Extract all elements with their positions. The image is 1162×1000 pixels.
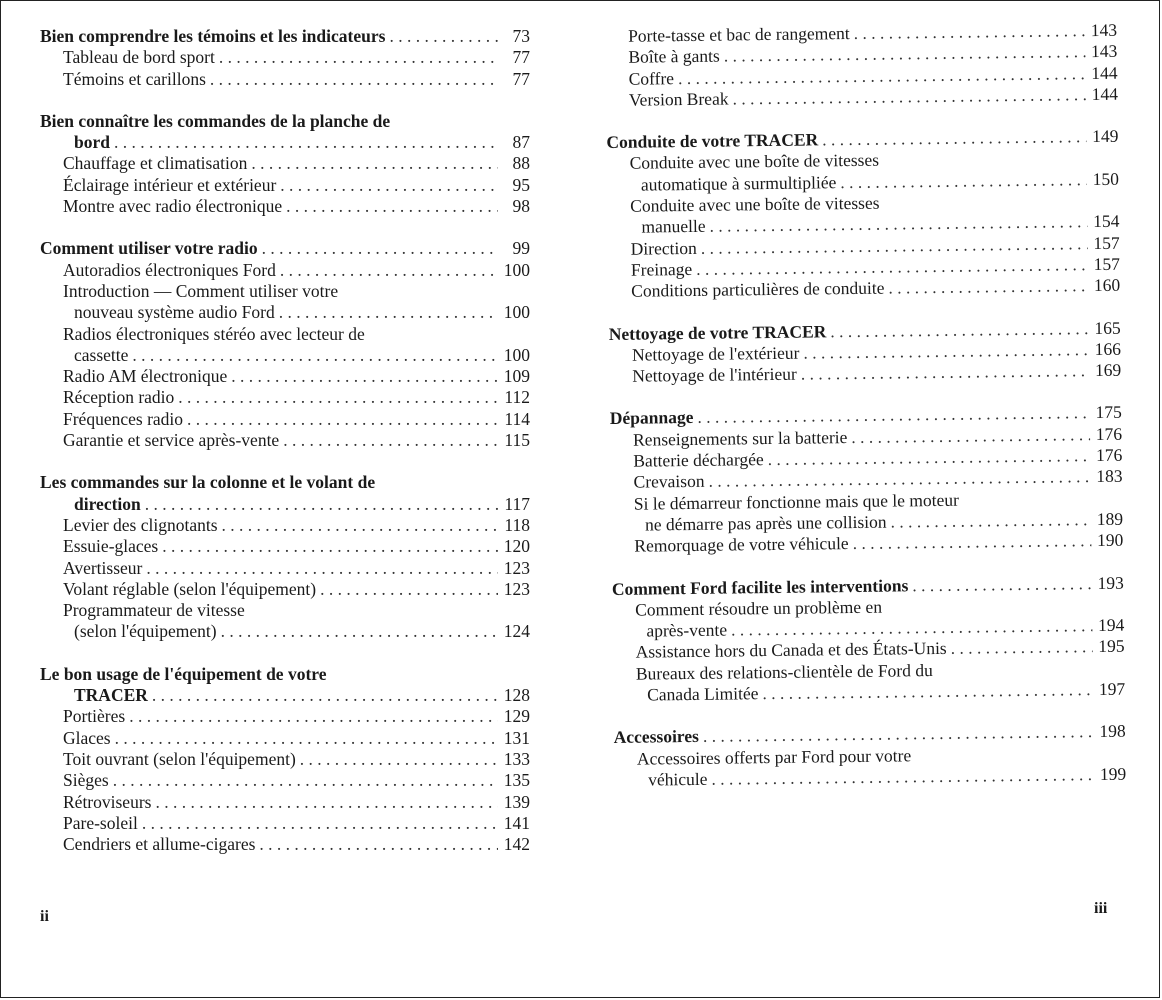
- leader-dots: [711, 764, 1094, 790]
- toc-entry: [40, 813, 530, 834]
- toc-entry-label: Crevaison: [633, 471, 705, 493]
- toc-entry-label: Si le démarreur fonctionne mais que le moteur: [633, 489, 960, 514]
- toc-entry-cont: [40, 302, 530, 323]
- page-number: 128: [503, 685, 530, 706]
- toc-entry: [40, 579, 530, 600]
- toc-entry-label: Conduite avec une boîte de vitesses: [630, 192, 880, 216]
- section-title-label: Comment Ford facilite les interventions: [611, 574, 909, 599]
- page-number: 176: [1095, 444, 1123, 466]
- leader-dots: [854, 20, 1086, 44]
- section-title-label: Accessoires: [613, 726, 700, 748]
- toc-section: [610, 402, 1124, 557]
- page-number: 189: [1096, 508, 1124, 529]
- page-number: 115: [504, 430, 530, 451]
- leader-dots: [231, 366, 498, 387]
- page-number: 99: [512, 238, 530, 259]
- leader-dots: [283, 430, 498, 451]
- leader-dots: [155, 792, 498, 813]
- page-number: 195: [1098, 636, 1125, 657]
- page-number: 197: [1098, 678, 1126, 700]
- toc-section: [40, 26, 530, 90]
- leader-dots: [251, 153, 498, 174]
- toc-entry: [40, 153, 530, 174]
- page-number: 77: [512, 68, 530, 89]
- page-number: 124: [503, 621, 530, 642]
- toc-entry-label: Montre avec radio électronique: [63, 196, 283, 217]
- leader-dots: [280, 175, 498, 196]
- toc-entry-label: Glaces: [63, 727, 111, 748]
- toc-entry-cont-label: véhicule: [648, 768, 708, 790]
- page-number: 157: [1093, 232, 1120, 253]
- toc-entry: [40, 47, 530, 68]
- page-number: 198: [1099, 721, 1126, 742]
- toc-entry-label: Témoins et carillons: [63, 68, 206, 89]
- leader-dots: [890, 509, 1091, 533]
- leader-dots: [888, 275, 1088, 299]
- leader-dots: [762, 679, 1093, 704]
- toc-entry: [40, 430, 530, 451]
- folio-left: ii: [40, 908, 49, 925]
- toc-entry: [40, 706, 530, 727]
- page-number: 194: [1097, 614, 1125, 636]
- section-title-label: Comment utiliser votre radio: [40, 238, 258, 259]
- leader-dots: [152, 685, 498, 706]
- page-number: 98: [512, 196, 530, 217]
- leader-dots: [162, 536, 498, 557]
- toc-entry: [40, 175, 530, 196]
- toc-entry-label: Réception radio: [63, 387, 175, 408]
- toc-entry-label: Radio AM électronique: [63, 366, 228, 387]
- leader-dots: [221, 621, 498, 642]
- section-title: [40, 238, 530, 259]
- toc-entry-label: Coffre: [628, 67, 675, 89]
- toc-section: [40, 664, 530, 856]
- toc-section: [40, 111, 530, 217]
- toc-entry: [40, 792, 530, 813]
- section-title-label: Le bon usage de l'équipement de votre: [40, 663, 327, 684]
- page-number: 112: [504, 387, 530, 408]
- leader-dots: [286, 196, 498, 217]
- toc-section: [612, 572, 1126, 706]
- toc-entry-cont-label: (selon l'équipement): [74, 621, 217, 642]
- toc-entry-label: Direction: [630, 237, 697, 259]
- toc-entry-label: Éclairage intérieur et extérieur: [63, 174, 277, 195]
- page-number: 87: [512, 132, 530, 153]
- toc-entry-label: Programmateur de vitesse: [63, 600, 245, 621]
- page-number: 100: [503, 302, 530, 323]
- toc-entry-label: Accessoires offerts par Ford pour votre: [636, 744, 912, 769]
- page-number: 149: [1092, 125, 1119, 147]
- toc-entry-label: Autoradios électroniques Ford: [63, 259, 276, 280]
- toc-entry-cont-label: automatique à surmultipliée: [640, 171, 837, 195]
- toc-entry-label: Bureaux des relations-clientèle de Ford du: [635, 659, 933, 684]
- section-title-cont: [40, 132, 530, 153]
- toc-entry-label: Garantie et service après-vente: [63, 430, 280, 451]
- leader-dots: [187, 409, 498, 430]
- leader-dots: [145, 494, 498, 515]
- toc-entry-label: Boîte à gants: [628, 45, 720, 68]
- toc-entry: [40, 749, 530, 770]
- toc-entry-cont-label: cassette: [74, 344, 129, 365]
- page-number: 114: [504, 408, 530, 429]
- section-title-label: Les commandes sur la colonne et le volant de: [40, 472, 376, 493]
- page-number: 144: [1091, 83, 1118, 104]
- page-number: 135: [503, 770, 530, 791]
- toc-entry: [40, 728, 530, 749]
- leader-dots: [129, 706, 498, 727]
- leader-dots: [142, 813, 498, 834]
- toc-entry-label: Rétroviseurs: [63, 791, 152, 812]
- section-title: [40, 472, 530, 493]
- leader-dots: [219, 47, 498, 68]
- leader-dots: [951, 637, 1093, 660]
- page-number: 129: [503, 706, 530, 727]
- leader-dots: [822, 126, 1086, 151]
- leader-dots: [113, 770, 498, 791]
- toc-entry-label: Pare-soleil: [63, 812, 138, 833]
- toc-entry-label: Renseignements sur la batterie: [632, 426, 848, 450]
- page-number: 150: [1092, 168, 1120, 189]
- section-title-cont-label: direction: [74, 493, 141, 514]
- page-number: 183: [1096, 466, 1123, 487]
- page-number: 144: [1091, 62, 1118, 83]
- page-number: 77: [512, 47, 530, 68]
- page-number: 199: [1099, 763, 1127, 784]
- page-number: 166: [1094, 338, 1122, 359]
- page-number: 118: [504, 514, 530, 535]
- page-number: 154: [1093, 211, 1120, 232]
- toc-entry-label: Nettoyage de l'intérieur: [632, 363, 797, 386]
- page-number: 169: [1094, 359, 1122, 381]
- page-number: 123: [503, 557, 530, 578]
- toc-entry-label: Tableau de bord sport: [63, 47, 215, 68]
- page-number: 73: [512, 26, 530, 46]
- toc-entry: [40, 260, 530, 281]
- toc-entry: [40, 600, 530, 621]
- leader-dots: [115, 728, 498, 749]
- page-number: 175: [1095, 402, 1122, 423]
- toc-entry-label: Introduction — Comment utiliser votre: [63, 280, 339, 301]
- page-number: 141: [503, 812, 530, 833]
- page-number: 117: [504, 493, 530, 514]
- toc-entry: [40, 558, 530, 579]
- toc-entry: [40, 387, 530, 408]
- toc-entry-label: Batterie déchargée: [633, 449, 764, 471]
- toc-section: [609, 317, 1122, 387]
- toc-entry-label: Assistance hors du Canada et des États-Unis: [635, 638, 947, 663]
- toc-entry-cont: [40, 621, 530, 642]
- toc-section: [605, 20, 1118, 111]
- toc-entry: [40, 281, 530, 302]
- section-title: [40, 664, 530, 685]
- section-title-label: Bien comprendre les témoins et les indicateurs: [40, 26, 386, 46]
- leader-dots: [259, 834, 498, 855]
- toc-entry-label: Version Break: [628, 88, 729, 110]
- toc-left-column: [40, 26, 530, 876]
- leader-dots: [853, 530, 1092, 554]
- folio-right: iii: [1094, 900, 1108, 917]
- leader-dots: [146, 558, 498, 579]
- toc-entry-label: Levier des clignotants: [63, 514, 218, 535]
- page-number: 131: [503, 727, 530, 748]
- page-number: 95: [512, 174, 530, 195]
- toc-entry-label: Fréquences radio: [63, 408, 184, 429]
- toc-entry-cont-label: après-vente: [646, 619, 728, 641]
- toc-entry-label: Cendriers et allume-cigares: [63, 834, 256, 855]
- toc-entry-label: Comment résoudre un problème en: [635, 596, 883, 620]
- toc-entry: [40, 366, 530, 387]
- page-number: 160: [1093, 274, 1121, 296]
- page-number: 143: [1090, 19, 1118, 41]
- leader-dots: [320, 579, 498, 600]
- toc-entry-label: Portières: [63, 706, 126, 727]
- leader-dots: [132, 345, 498, 366]
- section-title-label: Bien connaître les commandes de la planche de: [40, 110, 391, 131]
- toc-right-column: [605, 20, 1127, 812]
- section-title-label: Nettoyage de votre TRACER: [608, 320, 827, 344]
- page-number: 139: [503, 791, 530, 812]
- toc-section: [40, 472, 530, 642]
- leader-dots: [912, 573, 1092, 596]
- leader-dots: [801, 360, 1090, 385]
- toc-entry-label: Porte-tasse et bac de rangement: [627, 23, 850, 46]
- section-title-cont-label: bord: [74, 132, 110, 153]
- toc-entry-label: Conduite avec une boîte de vitesses: [629, 150, 880, 174]
- page-number: 176: [1095, 423, 1123, 444]
- toc-entry-label: Avertisseur: [63, 557, 143, 578]
- page-number: 190: [1096, 529, 1124, 551]
- section-title-cont: [40, 494, 530, 515]
- page-number: 165: [1094, 317, 1121, 338]
- section-title-label: Conduite de votre TRACER: [606, 129, 819, 153]
- toc-entry: [40, 409, 530, 430]
- leader-dots: [300, 749, 498, 770]
- page-number: 100: [503, 344, 530, 365]
- leader-dots: [389, 26, 498, 47]
- toc-entry-cont-label: manuelle: [641, 216, 706, 237]
- page-number: 120: [503, 536, 530, 557]
- leader-dots: [851, 424, 1090, 448]
- page-number: 193: [1097, 572, 1124, 593]
- page-number: 123: [503, 578, 530, 599]
- toc-entry-label: Sièges: [63, 770, 109, 791]
- leader-dots: [262, 238, 498, 259]
- toc-entry: [40, 536, 530, 557]
- leader-dots: [114, 132, 498, 153]
- toc-entry: [40, 69, 530, 90]
- toc-entry-cont-label: ne démarre pas après une collision: [644, 511, 887, 535]
- leader-dots: [279, 302, 498, 323]
- toc-entry: [40, 324, 530, 345]
- leader-dots: [732, 84, 1086, 110]
- toc-section: [40, 238, 530, 451]
- toc-entry-label: Conditions particulières de conduite: [631, 277, 885, 301]
- page-number: 133: [503, 748, 530, 769]
- page-number: 109: [503, 366, 530, 387]
- toc-entry-label: Remorquage de votre véhicule: [634, 533, 849, 556]
- toc-entry-cont: [40, 345, 530, 366]
- section-title-label: Dépannage: [609, 407, 694, 429]
- leader-dots: [210, 69, 498, 90]
- toc-entry-label: Essuie-glaces: [63, 536, 159, 557]
- page-number: 88: [512, 153, 530, 174]
- leader-dots: [280, 260, 498, 281]
- toc-entry-label: Toit ouvrant (selon l'équipement): [63, 748, 296, 769]
- leader-dots: [840, 169, 1087, 193]
- section-title-cont: [40, 685, 530, 706]
- toc-section: [614, 721, 1127, 791]
- page-number: 100: [503, 259, 530, 280]
- toc-entry-label: Volant réglable (selon l'équipement): [63, 578, 317, 599]
- toc-entry: [40, 834, 530, 855]
- toc-entry-cont-label: Canada Limitée: [647, 683, 759, 705]
- leader-dots: [222, 515, 498, 536]
- toc-section: [606, 126, 1120, 303]
- toc-entry: [40, 196, 530, 217]
- toc-entry-label: Radios électroniques stéréo avec lecteur de: [63, 323, 365, 344]
- toc-entry-label: Chauffage et climatisation: [63, 153, 248, 174]
- toc-entry-label: Freinage: [630, 258, 693, 280]
- toc-entry: [40, 770, 530, 791]
- page-number: 157: [1093, 253, 1121, 275]
- page-number: 143: [1090, 41, 1118, 62]
- leader-dots: [178, 387, 498, 408]
- toc-entry-cont-label: nouveau système audio Ford: [74, 302, 275, 323]
- section-title: [40, 26, 530, 47]
- page-number: 142: [503, 834, 530, 855]
- section-title-cont-label: TRACER: [74, 685, 148, 706]
- toc-entry: [40, 515, 530, 536]
- toc-entry-label: Nettoyage de l'extérieur: [631, 342, 800, 365]
- section-title: [40, 111, 530, 132]
